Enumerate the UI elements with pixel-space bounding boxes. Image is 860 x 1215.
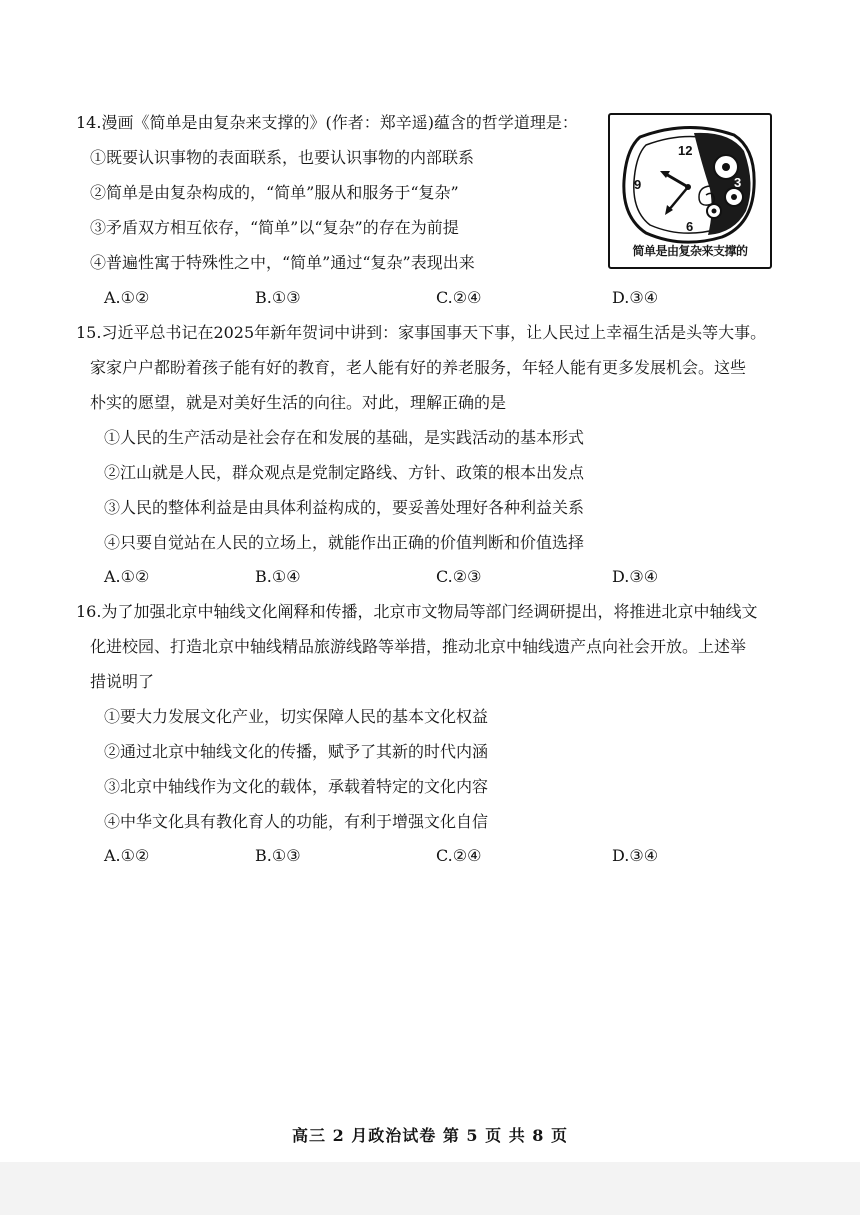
question-14-choice-b: B.①③ <box>255 288 301 307</box>
question-15-stem-line-2: 家家户户都盼着孩子能有好的教育，老人能有好的养老服务，年轻人能有更多发展机会。这些 <box>90 358 747 377</box>
cartoon-caption: 简单是由复杂来支撑的 <box>632 244 748 258</box>
scan-bottom-margin <box>0 1162 860 1215</box>
question-15-option-1: ①人民的生产活动是社会存在和发展的基础，是实践活动的基本形式 <box>104 428 585 447</box>
question-15-stem-line-3: 朴实的愿望，就是对美好生活的向往。对此，理解正确的是 <box>90 393 507 412</box>
question-14-option-4: ④普遍性寓于特殊性之中，“简单”通过“复杂”表现出来 <box>90 253 475 272</box>
question-15-choice-c: C.②③ <box>436 567 482 586</box>
question-16-choice-d: D.③④ <box>612 846 659 865</box>
question-14-choice-d: D.③④ <box>612 288 659 307</box>
question-16-stem-line-1: 16.为了加强北京中轴线文化阐释和传播，北京市文物局等部门经调研提出，将推进北京中轴线文 <box>76 602 758 621</box>
question-15-option-3: ③人民的整体利益是由具体利益构成的，要妥善处理好各种利益关系 <box>104 498 585 517</box>
svg-text:3: 3 <box>734 175 742 190</box>
question-16-option-2: ②通过北京中轴线文化的传播，赋予了其新的时代内涵 <box>104 742 489 761</box>
question-14-stem: 14.漫画《简单是由复杂来支撑的》(作者：郑辛遥)蕴含的哲学道理是： <box>76 113 578 132</box>
question-15-option-2: ②江山就是人民，群众观点是党制定路线、方针、政策的根本出发点 <box>104 463 585 482</box>
svg-text:9: 9 <box>634 177 642 192</box>
question-14-option-2: ②简单是由复杂构成的，“简单”服从和服务于“复杂” <box>90 183 459 202</box>
cartoon-illustration <box>608 113 772 269</box>
question-15-stem-line-1: 15.习近平总书记在2025年新年贺词中讲到：家事国事天下事，让人民过上幸福生活是头等大事。 <box>76 323 767 342</box>
question-16-choice-b: B.①③ <box>255 846 301 865</box>
question-16-stem-line-3: 措说明了 <box>90 672 155 691</box>
question-16-choice-c: C.②④ <box>436 846 482 865</box>
question-15-option-4: ④只要自觉站在人民的立场上，就能作出正确的价值判断和价值选择 <box>104 533 585 552</box>
question-14-choice-a: A.①② <box>104 288 150 307</box>
question-16-stem-line-2: 化进校园、打造北京中轴线精品旅游线路等举措，推动北京中轴线遗产点向社会开放。上述举 <box>90 637 747 656</box>
svg-text:12: 12 <box>678 143 693 158</box>
question-16-option-4: ④中华文化具有教化育人的功能，有利于增强文化自信 <box>104 812 489 831</box>
question-16-option-3: ③北京中轴线作为文化的载体，承载着特定的文化内容 <box>104 777 489 796</box>
question-14-choice-c: C.②④ <box>436 288 482 307</box>
question-15-choice-a: A.①② <box>104 567 150 586</box>
question-14-option-3: ③矛盾双方相互依存，“简单”以“复杂”的存在为前提 <box>90 218 459 237</box>
question-16-choice-a: A.①② <box>104 846 150 865</box>
page-footer: 高三 2 月政治试卷 第 5 页 共 8 页 <box>292 1126 568 1145</box>
question-16-option-1: ①要大力发展文化产业，切实保障人民的基本文化权益 <box>104 707 489 726</box>
question-14-option-1: ①既要认识事物的表面联系，也要认识事物的内部联系 <box>90 148 475 167</box>
question-15-choice-b: B.①④ <box>255 567 301 586</box>
svg-text:6: 6 <box>686 219 694 234</box>
question-15-choice-d: D.③④ <box>612 567 659 586</box>
